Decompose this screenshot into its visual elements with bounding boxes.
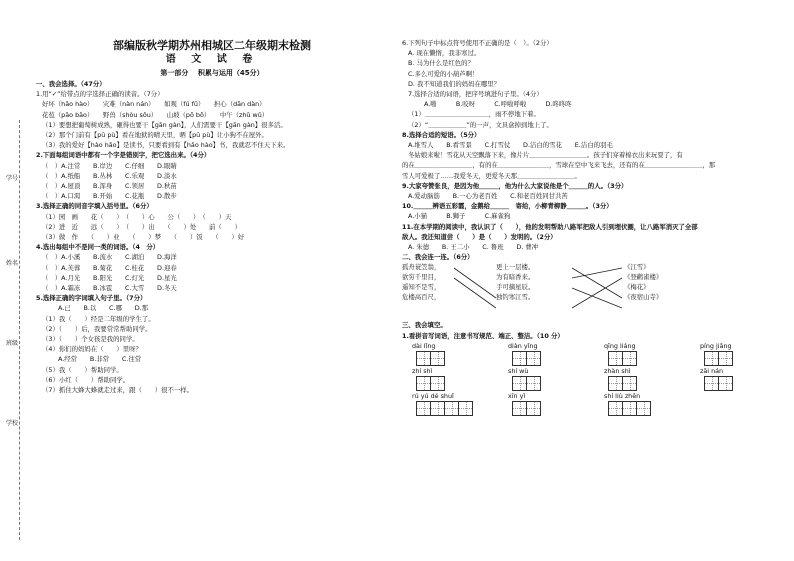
question-line: 10.＿＿＿辨语五彩霞，金鹅给＿＿＿ 寄给，小柳青柳静＿＿＿。（3分） [402, 202, 613, 211]
question-line: 7.选择合适的词语，把序号填进句子里。（4分） [408, 90, 543, 99]
writing-box[interactable] [622, 401, 637, 416]
writing-box[interactable] [416, 401, 431, 416]
writing-box[interactable] [416, 351, 431, 366]
question-line: D. 我不知道我们的妈妈在哪里？ [408, 79, 501, 88]
writing-box[interactable] [512, 351, 527, 366]
pinyin-item [594, 392, 690, 416]
poem-line-left: 危楼高百尺， [402, 293, 441, 302]
writing-box[interactable] [718, 376, 733, 391]
question-line: 1.看拼音写词语，注意书写规范、端正、整洁。（10 分） [402, 331, 564, 340]
question-line: （1）要想把葡萄树成熟，砸得也要干【gān gàn】，人们需要干【gān gàn】很多活。 [42, 120, 287, 129]
question-line: 花苞（pāo bāo） 野兽（shòu sǒu） 山坡（pō bō） 中午（zhǔ wǔ） [42, 110, 269, 119]
question-line: A.堆雪人 B.看雪景 C.打雪仗 D.洁白的雪花 E.洁白的羽毛 [408, 141, 613, 150]
question-line: 9.大家夸赞张良，是因为他＿＿＿，他为什么大家说他是个＿＿＿的人。（3分） [402, 181, 628, 190]
question-line: （ ）A.月光 B.阳光 C.灯光 D.星光 [42, 273, 177, 282]
question-line: A.爱动脑筋 B.一心为老百姓 C.和老百姓同甘共苦 [408, 192, 568, 201]
writing-box[interactable] [430, 401, 445, 416]
question-line: （ ）A.口渴 B.开始 C.花瓶 D.散步 [42, 192, 177, 201]
match-line [572, 288, 622, 308]
question-line: （ ）A.小溪 B.流水 C.湖泊 D.海洋 [42, 253, 177, 262]
writing-boxes [416, 401, 498, 416]
question-line: 8.选择合适的短语。（5分） [402, 130, 481, 139]
question-line: （2）（ ）后，我要常常帮助同学。 [42, 324, 152, 333]
pinyin-label: rú yú dé shuǐ [412, 391, 454, 400]
poem-title: 《登鹳雀楼》 [624, 273, 663, 282]
matching-lines [402, 262, 702, 320]
writing-box[interactable] [622, 376, 637, 391]
right-column [402, 38, 788, 416]
binding-label-class: 班级 [6, 340, 19, 347]
writing-box[interactable] [526, 351, 541, 366]
writing-box[interactable] [512, 376, 527, 391]
writing-box[interactable] [512, 401, 527, 416]
poem-line-mid: 更上一层楼。 [496, 263, 535, 272]
writing-box[interactable] [430, 351, 445, 366]
question-line: C.多么可爱的小葫芦啊！ [408, 69, 479, 78]
binding-dashed-line [19, 120, 20, 540]
question-line: （3）做 作 （ ）业 （ ）梦 （ ）饭 （ ）好 [42, 233, 245, 242]
writing-box[interactable] [608, 401, 623, 416]
question-line: 6.下列句子中标点符号使用不正确的是（ ）。（2分） [402, 39, 553, 47]
question-line: 敌人。我还知道尝（ ）是（ ）发明的。（2分） [402, 232, 557, 241]
pinyin-row [402, 342, 788, 366]
pinyin-label: zhí shì [412, 366, 433, 375]
pinyin-label: diàn yǐng [508, 341, 538, 350]
pinyin-label: shí liù zhēn [604, 391, 641, 400]
writing-boxes [608, 401, 690, 416]
pinyin-label: shí wù [508, 366, 529, 375]
writing-box[interactable] [608, 351, 623, 366]
writing-box[interactable] [430, 376, 445, 391]
question-line: 11.在本学期的阅读中，我认识了（ ），他的发明帮助八路军把敌人引到埋伏圈，让八路军消灭了全部 [402, 222, 698, 231]
pinyin-row [402, 392, 788, 416]
pinyin-writing-area [402, 342, 788, 416]
writing-box[interactable] [458, 401, 473, 416]
question-line: 雪人可爱极了……我爱冬天，更爱冬天那＿＿＿＿＿＿＿＿＿。 [402, 171, 581, 180]
writing-boxes [608, 376, 690, 391]
question-line: （2）那个门前有【pū pù】看在地狱的晴天里，晒【pū pù】让小狗不在屋外。 [42, 131, 268, 140]
question-line: （ ）A.注常 B.岸边 C.仔细 D.眼睛 [42, 161, 177, 170]
writing-box[interactable] [526, 401, 541, 416]
poem-line-mid: 独钓寒江雪。 [496, 293, 535, 302]
pinyin-item [402, 392, 498, 416]
writing-box[interactable] [718, 351, 733, 366]
writing-box[interactable] [444, 401, 459, 416]
question-line: A.经常 B.非常 C.往常 [58, 355, 142, 364]
question-line: （6）小红（ ）帮助同学。 [42, 375, 130, 384]
pinyin-item [594, 367, 690, 391]
question-line: 三、我会填空。 [402, 321, 447, 330]
match-line [454, 268, 496, 298]
question-line: A.啪 B.咬呀 C.呼啦呼啦 D.咚咚咚 [424, 100, 572, 109]
poem-matching [402, 262, 788, 320]
question-line: A.已 B.以 C.哪 D.那 [58, 304, 149, 313]
writing-boxes [512, 376, 594, 391]
question-line: （4）你们的妈妈在（ ）里呀？ [42, 345, 142, 354]
pinyin-item [498, 367, 594, 391]
writing-boxes [416, 351, 498, 366]
question-line: （1）园 画 花（ ） （ ）心 公（ ） （ ）天 [42, 212, 232, 221]
question-line: 1.用“✓”给带点的字选择正确的读音。（7分） [36, 90, 164, 99]
pinyin-item [402, 342, 498, 366]
question-line: 好坏（hǎo hào） 灾难（nàn nán） 如观（fú fǔ） 担心（dān dàn） [42, 100, 266, 109]
match-line [454, 278, 496, 308]
poem-line-left: 欲穷千里目， [402, 273, 441, 282]
question-line: 4.选出每组中不是同一类的词语。（4 分） [36, 243, 160, 252]
writing-box[interactable] [704, 376, 719, 391]
question-line: （7）抓住大蜂大蜂就走过来，跟（ ）很不一样。 [42, 386, 194, 395]
question-line: （ ）A.霜冻 B.冰雹 C.大雪 D.冬天 [42, 284, 177, 293]
exam-subtitle: 语 文 试 卷 [165, 54, 259, 65]
question-line: （2）进 近 远（ ） （ ）出 （ ）处 前（ ） [42, 222, 241, 231]
match-line [572, 268, 622, 278]
writing-box[interactable] [416, 376, 431, 391]
question-line: 二、我会连一连。（6分） [402, 253, 474, 262]
match-line [572, 268, 622, 298]
question-line: A. 朱德 B. 王二小 C. 鲁班 D. 曹冲 [408, 243, 539, 252]
writing-boxes [608, 351, 690, 366]
pinyin-item [402, 367, 498, 391]
question-line: 的在＿＿＿＿＿＿＿＿＿，有的在＿＿＿＿＿＿＿＿，雪球在空中飞来飞去，还有的在＿＿＿＿＿＿＿＿＿，那 [402, 161, 716, 170]
poem-title: 《江雪》 [624, 263, 650, 272]
pinyin-label: zǎi nán [700, 366, 724, 375]
poem-title: 《夜宿山寺》 [624, 293, 663, 302]
question-line: （3）我的爱好【hào hǎo】是读书，只要看到有【hǎo hào】书，我就忍不住天下来。 [42, 141, 290, 150]
left-question-list [36, 79, 388, 395]
left-column [36, 38, 388, 395]
pinyin-label: zhàn shì [604, 366, 631, 375]
question-line: （3）（ ）个女孩是我的同学。 [42, 335, 139, 344]
poem-line-mid: 为有暗香来。 [496, 273, 535, 282]
question-line: 冬姑娘来啦！雪花从天空飘落下来，像片片＿＿＿＿＿＿＿＿＿。孩子们穿着棉衣出来玩耍了，有 [408, 151, 683, 160]
pinyin-label: qīng liáng [604, 341, 636, 350]
question-line: A. 现在懒惰，我非寒过。 [408, 49, 481, 58]
question-line: 3.选择正确的同音字填入括号里。（6分） [36, 202, 153, 211]
poem-line-left: 遥知不是雪， [402, 283, 441, 292]
pinyin-label: xīn yǐ [508, 391, 526, 400]
question-line: （ ）A.纸船 B.丛林 C.乐观 D.淡水 [42, 171, 177, 180]
writing-boxes [512, 351, 594, 366]
question-line: （ ）A.屋顶 B.浑身 C.领居 D.秋苗 [42, 182, 177, 191]
pinyin-label: dài lǐng [412, 341, 436, 350]
question-line: （1）我（ ）经是二年级的学生了。 [42, 314, 155, 323]
pinyin-item [690, 367, 786, 391]
pinyin-item [690, 342, 786, 366]
question-line: 5.选择正确的字词填入句子里。（7分） [36, 294, 147, 303]
question-line: （2）“＿＿＿＿＿＿”的一声，文具盒掉到地上了。 [408, 120, 553, 129]
writing-box[interactable] [608, 376, 623, 391]
binding-margin [6, 120, 32, 540]
writing-box[interactable] [526, 376, 541, 391]
question-line: （1）＿＿＿＿＿＿＿＿＿＿，雨不停地下着。 [408, 110, 540, 119]
poem-line-left: 孤舟蓑笠翁， [402, 263, 441, 272]
fill-section [402, 320, 788, 340]
poem-title: 《梅花》 [624, 283, 650, 292]
right-question-list [402, 38, 788, 262]
writing-box[interactable] [704, 351, 719, 366]
question-line: （ ）A.芙蓉 B.菊花 C.桂花 D.迎春 [42, 263, 177, 272]
pinyin-item [498, 342, 594, 366]
question-line: B. 马为什么是红色的？ [408, 59, 474, 68]
pinyin-label: píng jiǎng [700, 341, 732, 350]
writing-box[interactable] [636, 401, 651, 416]
writing-box[interactable] [622, 351, 637, 366]
exam-title: 部编版秋学期苏州相城区二年级期末检测 [113, 39, 311, 52]
question-line: A.小猫 B.狮子 C.麻雀狗 [408, 212, 511, 221]
writing-boxes [416, 376, 498, 391]
question-line: （5）我（ ）帮助同学。 [42, 365, 123, 374]
writing-boxes [704, 351, 786, 366]
part-heading: 第一部分 积累与运用（45分） [160, 69, 264, 77]
binding-label-student-no: 学号 [6, 175, 19, 182]
pinyin-item [594, 342, 690, 366]
writing-boxes [512, 401, 594, 416]
question-line: 一、我会选择。（47分） [36, 80, 106, 88]
writing-boxes [704, 376, 786, 391]
binding-label-name: 姓名 [6, 260, 19, 267]
poem-line-mid: 手可摘星辰。 [496, 283, 535, 292]
pinyin-row [402, 367, 788, 391]
pinyin-item [498, 392, 594, 416]
binding-label-school: 学校 [6, 420, 19, 427]
match-line [572, 278, 622, 308]
question-line: 2.下面每组词语中都有一个字是错别字，把它选出来。（4分） [36, 151, 211, 160]
